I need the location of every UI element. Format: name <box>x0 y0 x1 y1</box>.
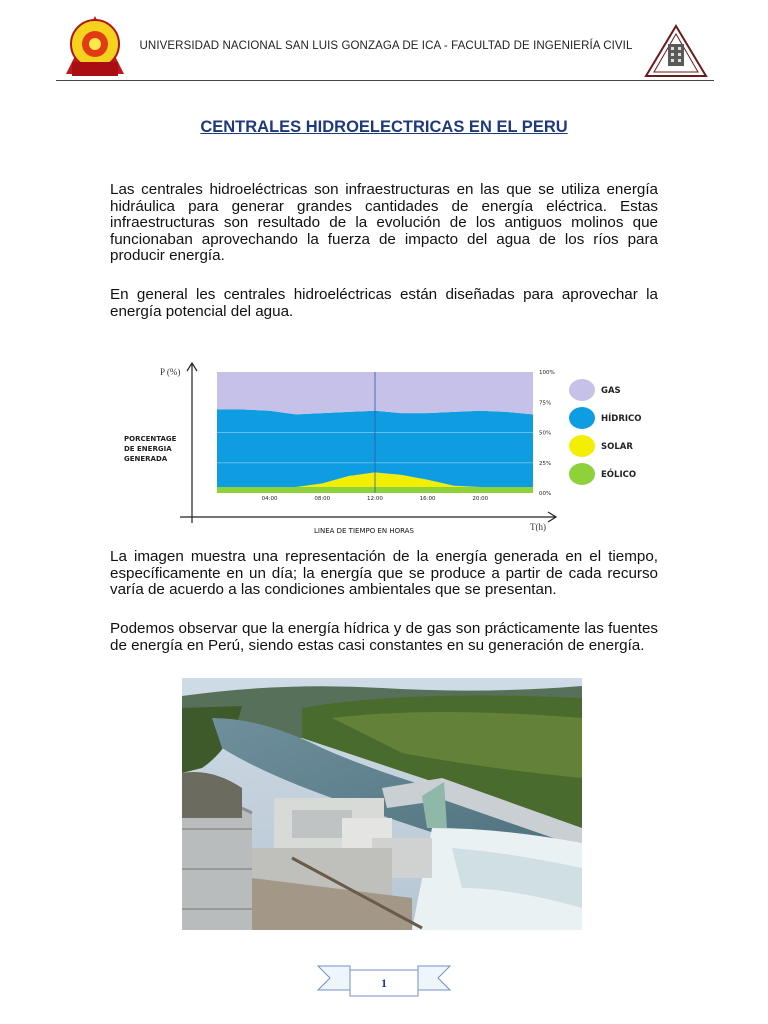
area-layer <box>217 372 533 493</box>
legend-swatch <box>569 379 595 401</box>
x-tick-label: 20:00 <box>472 496 489 502</box>
x-tick-label: 16:00 <box>419 496 436 502</box>
side-label-line-2: DE ENERGIA <box>124 445 172 453</box>
x-axis-label: LINEA DE TIEMPO EN HORAS <box>314 527 414 535</box>
legend-label: SOLAR <box>601 442 633 452</box>
y-tick-label: 100% <box>539 370 555 376</box>
side-label-line-1: PORCENTAGE <box>124 435 177 443</box>
x-tick-label: 12:00 <box>367 496 383 502</box>
legend-layer <box>569 379 642 485</box>
energy-chart-svg <box>120 355 650 537</box>
legend-label: EÓLICO <box>601 470 637 480</box>
paragraph-observation: Podemos observar que la energía hídrica y de gas son prácticamente las fuentes de energía en Perú, siendo estas casi constantes en su generación de energía. <box>110 620 658 654</box>
faculty-logo <box>644 24 708 78</box>
page-number: 1 <box>381 976 387 990</box>
y-axis-label: P (%) <box>160 367 181 377</box>
header-title: UNIVERSIDAD NACIONAL SAN LUIS GONZAGA DE ICA - FACULTAD DE INGENIERÍA CIVIL <box>139 40 633 52</box>
page-number-ribbon <box>316 962 452 1002</box>
paragraph-potential-energy: En general les centrales hidroeléctricas están diseñadas para aprovechar la energía potencial del agua. <box>110 286 658 320</box>
legend-swatch <box>569 435 595 457</box>
legend-label: HÍDRICO <box>601 414 642 424</box>
x-tick-label: 04:00 <box>261 496 278 502</box>
page-title: CENTRALES HIDROELECTRICAS EN EL PERU <box>200 118 568 136</box>
y-tick-label: 50% <box>539 430 552 437</box>
legend-swatch <box>569 407 595 429</box>
x-tick-label: 08:00 <box>314 496 331 502</box>
energy-chart <box>120 355 650 542</box>
paragraph-intro: Las centrales hidroeléctricas son infraestructuras en las que se utiliza energía hidráulica para generar grandes cantidades de energía eléctrica. Estas infraestructuras son resultado de la evolución de los antiguos molinos que funcionaban aprovechando la fuerza de impacto del agua de los ríos para producir energía. <box>110 181 658 265</box>
side-label-line-3: GENERADA <box>124 455 168 463</box>
y-tick-label: 00% <box>539 491 552 497</box>
legend-swatch <box>569 463 595 485</box>
hydroelectric-dam-photo <box>182 678 582 935</box>
paragraph-chart-explanation: La imagen muestra una representación de la energía generada en el tiempo, específicamente en un día; la energía que se produce a partir de cada recurso varía de acuerdo a las condiciones ambientales que se presentan. <box>110 548 658 599</box>
y-tick-label: 75% <box>539 400 552 407</box>
header-divider <box>56 80 714 81</box>
y-tick-label: 25% <box>539 460 552 467</box>
x-axis-symbol: T(h) <box>530 522 546 532</box>
university-logo <box>64 14 126 78</box>
legend-label: GAS <box>601 386 621 396</box>
